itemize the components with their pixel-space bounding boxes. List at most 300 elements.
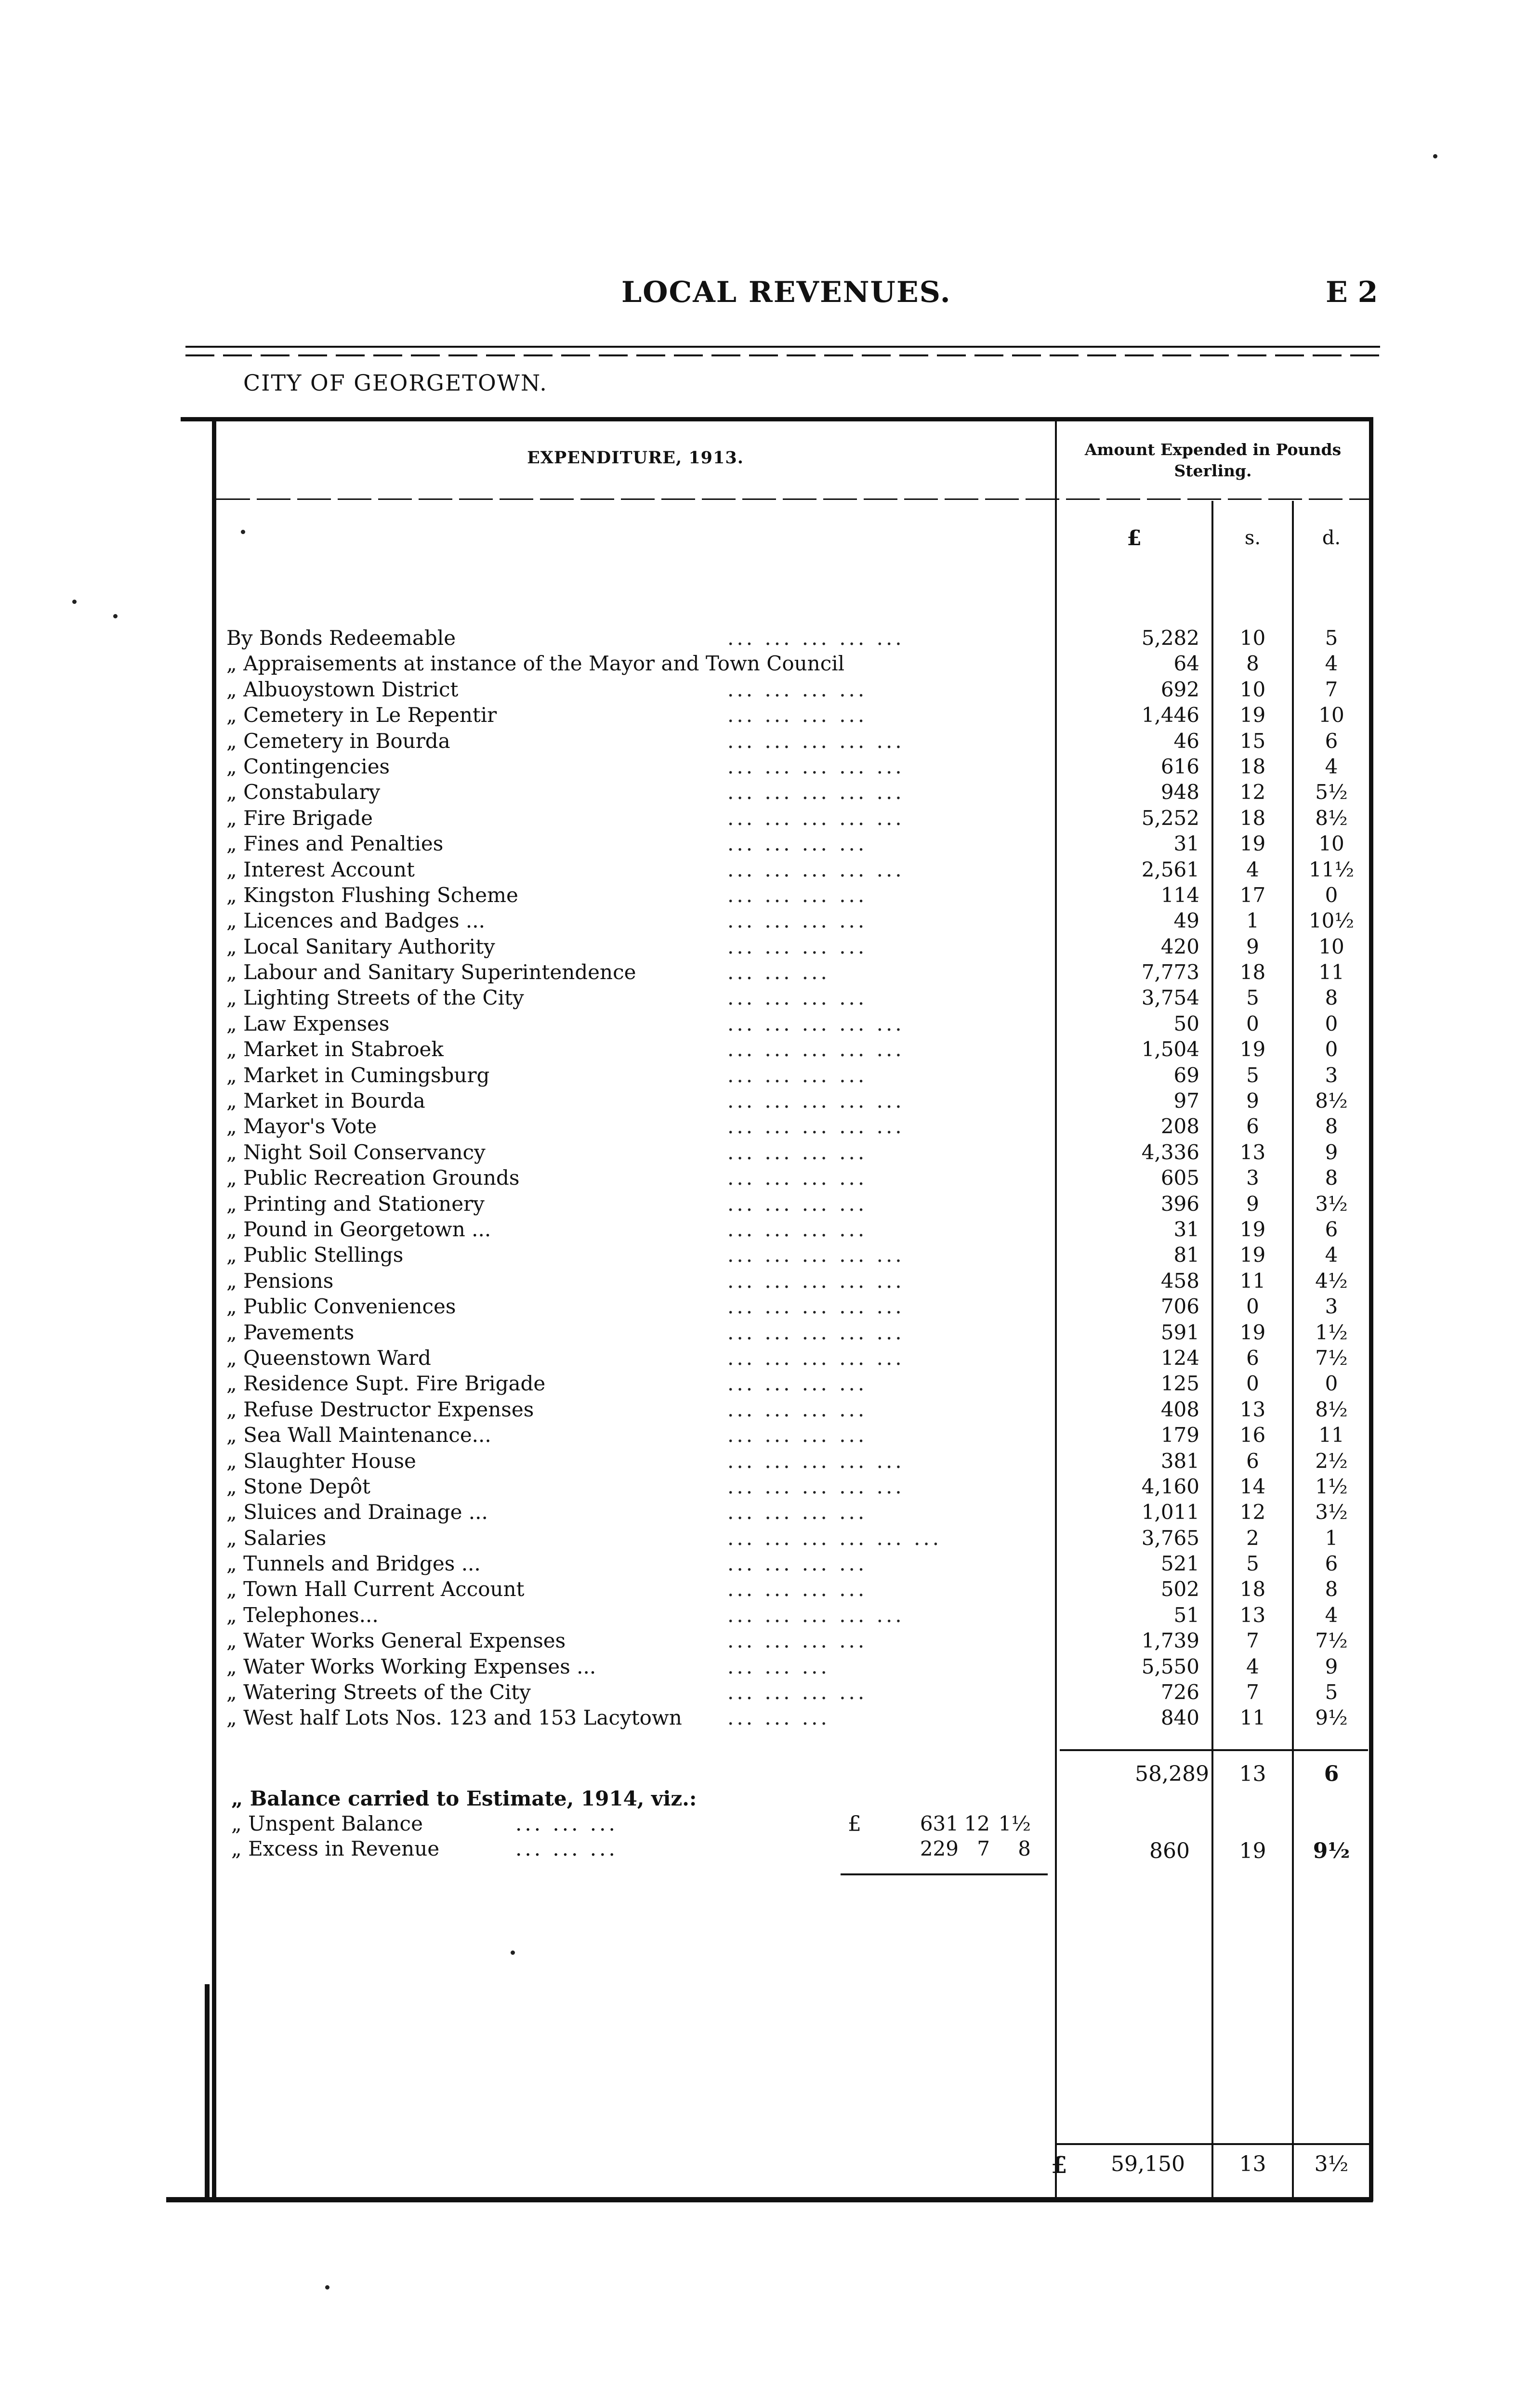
row-pounds: 381 [1160, 1449, 1199, 1473]
leader-dots: ... ... ... ... [727, 1166, 868, 1190]
section-title: CITY OF GEORGETOWN. [243, 370, 548, 396]
table-row [226, 1705, 1369, 1730]
row-shillings: 19 [1239, 1037, 1266, 1061]
balance-pence: 9½ [1313, 1839, 1350, 1863]
row-shillings: 7 [1246, 1629, 1259, 1653]
balance-pounds: 860 [1149, 1839, 1190, 1863]
row-label: „ Fines and Penalties [226, 832, 444, 856]
table-row [226, 728, 1369, 754]
leader-dots: ... ... ... ... ... [727, 1295, 905, 1319]
table-row [226, 1242, 1369, 1268]
table-row [226, 754, 1369, 779]
row-pence: 4 [1325, 1603, 1338, 1627]
row-label: „ Market in Cumingsburg [226, 1063, 490, 1087]
row-pounds: 840 [1160, 1706, 1199, 1730]
row-shillings: 19 [1239, 1320, 1266, 1344]
row-label: „ Watering Streets of the City [226, 1680, 531, 1704]
row-label: „ Queenstown Ward [226, 1346, 431, 1370]
row-shillings: 19 [1239, 1217, 1266, 1241]
row-pounds: 2,561 [1141, 857, 1199, 881]
leader-dots: ... ... ... ... [727, 1063, 868, 1087]
leader-dots: ... ... ... ... [727, 934, 868, 958]
table-row [226, 1345, 1369, 1371]
subtotal-pounds: 58,289 [1135, 1762, 1209, 1786]
row-label: „ Sluices and Drainage ... [226, 1500, 488, 1524]
row-pounds: 124 [1160, 1346, 1199, 1370]
excess-pounds: 229 [920, 1837, 959, 1860]
row-pence: 11½ [1308, 857, 1355, 881]
row-shillings: 5 [1246, 1552, 1259, 1576]
row-shillings: 6 [1246, 1346, 1259, 1370]
row-label: „ Residence Supt. Fire Brigade [226, 1372, 546, 1396]
table-row [226, 882, 1369, 908]
row-pence: 0 [1325, 1011, 1338, 1035]
row-pence: 9 [1325, 1654, 1338, 1678]
table-border-left [212, 417, 216, 2201]
row-pence: 10 [1318, 934, 1344, 958]
row-label: „ Appraisements at instance of the Mayor and Town Council [226, 652, 845, 676]
subtotal-pence: 6 [1324, 1762, 1339, 1786]
leader-dots: ... ... ... ... ... [727, 857, 905, 881]
unspent-pence: 1½ [998, 1812, 1031, 1835]
row-pence: 11 [1318, 1423, 1344, 1447]
leader-dots: ... ... ... ... [727, 1217, 868, 1241]
row-label: „ Contingencies [226, 754, 390, 778]
leader-dots: ... ... ... ... ... [727, 1603, 905, 1627]
row-label: „ Market in Stabroek [226, 1037, 444, 1061]
row-label: „ Water Works Working Expenses ... [226, 1654, 596, 1678]
table-row [226, 677, 1369, 702]
row-shillings: 5 [1246, 1063, 1259, 1087]
table-row [226, 1062, 1369, 1088]
row-pence: 9½ [1315, 1706, 1348, 1730]
row-shillings: 13 [1239, 1603, 1266, 1627]
subtotal-rule [1060, 1749, 1368, 1751]
leader-dots: ... ... ... ... ... ... [727, 1526, 942, 1550]
excess-pence: 8 [1018, 1837, 1031, 1860]
leader-dots: ... ... ... ... ... [727, 780, 905, 804]
row-shillings: 7 [1246, 1680, 1259, 1704]
expenditure-rows [226, 625, 1369, 1731]
row-pence: 8½ [1315, 1397, 1348, 1421]
table-row [226, 1036, 1369, 1062]
leader-dots: ... ... ... [515, 1837, 618, 1860]
row-pounds: 420 [1160, 934, 1199, 958]
table-row [226, 1679, 1369, 1705]
table-row [226, 985, 1369, 1010]
leader-dots: ... ... ... ... [727, 1423, 868, 1447]
table-row [226, 1576, 1369, 1602]
row-pounds: 4,160 [1141, 1474, 1199, 1498]
row-label: „ Market in Bourda [226, 1089, 425, 1113]
table-row [226, 1551, 1369, 1576]
row-pence: 6 [1325, 1552, 1338, 1576]
row-pence: 5 [1325, 626, 1338, 650]
excess-shillings: 7 [977, 1837, 990, 1860]
leader-dots: ... ... ... [727, 1654, 830, 1678]
leader-dots: ... ... ... ... ... [727, 1269, 905, 1293]
row-shillings: 5 [1246, 986, 1259, 1010]
grand-total-shillings: 13 [1239, 2152, 1266, 2176]
row-pence: 0 [1325, 1037, 1338, 1061]
grand-total-pounds: 59,150 [1111, 2152, 1185, 2176]
row-label: „ Kingston Flushing Scheme [226, 883, 518, 907]
leader-dots: ... ... ... ... [727, 1397, 868, 1421]
row-pounds: 726 [1160, 1680, 1199, 1704]
table-row [226, 1654, 1369, 1679]
leader-dots: ... ... ... ... ... [727, 806, 905, 830]
row-label: „ Licences and Badges ... [226, 909, 485, 933]
row-pence: 5½ [1315, 780, 1348, 804]
table-row [226, 1371, 1369, 1396]
row-pence: 2½ [1315, 1449, 1348, 1473]
row-shillings: 16 [1239, 1423, 1266, 1447]
table-border-left-heavy [205, 1984, 210, 2201]
leader-dots: ... ... ... ... ... [727, 1243, 905, 1267]
table-row [226, 1320, 1369, 1345]
row-shillings: 11 [1239, 1706, 1266, 1730]
row-pence: 3½ [1315, 1191, 1348, 1216]
row-pounds: 69 [1173, 1063, 1199, 1087]
row-pounds: 396 [1160, 1191, 1199, 1216]
row-pounds: 3,754 [1141, 986, 1199, 1010]
table-row [226, 1397, 1369, 1422]
table-row [226, 1139, 1369, 1165]
row-pounds: 64 [1173, 652, 1199, 676]
header-rule-dashed [185, 354, 1380, 356]
row-pounds: 97 [1173, 1089, 1199, 1113]
row-label: „ Lighting Streets of the City [226, 986, 524, 1010]
row-pounds: 5,550 [1141, 1654, 1199, 1678]
speck [1433, 154, 1437, 158]
leader-dots: ... ... ... ... [727, 1629, 868, 1653]
row-pence: 1½ [1315, 1474, 1348, 1498]
leader-dots: ... ... ... ... ... [727, 754, 905, 778]
leader-dots: ... ... ... ... [727, 1577, 868, 1601]
row-pence: 8 [1325, 1577, 1338, 1601]
row-pounds: 1,739 [1141, 1629, 1199, 1653]
table-row [226, 779, 1369, 805]
table-row [226, 1422, 1369, 1448]
row-shillings: 11 [1239, 1269, 1266, 1293]
row-pounds: 31 [1173, 1217, 1199, 1241]
table-row [226, 1474, 1369, 1499]
leader-dots: ... ... ... ... [727, 1140, 868, 1164]
row-pence: 1½ [1315, 1320, 1348, 1344]
table-row [226, 1088, 1369, 1113]
row-shillings: 13 [1239, 1140, 1266, 1164]
table-row [226, 1165, 1369, 1191]
row-label: „ Constabulary [226, 780, 381, 804]
row-pence: 8 [1325, 1114, 1338, 1139]
table-row [226, 1628, 1369, 1653]
table-row [226, 1191, 1369, 1217]
row-pence: 4 [1325, 1243, 1338, 1267]
row-pence: 4½ [1315, 1269, 1348, 1293]
row-shillings: 10 [1239, 677, 1266, 701]
unspent-balance-label: „ Unspent Balance [231, 1812, 423, 1835]
row-shillings: 8 [1246, 652, 1259, 676]
row-shillings: 14 [1239, 1474, 1266, 1498]
row-pence: 4 [1325, 754, 1338, 778]
row-label: „ Public Conveniences [226, 1295, 456, 1319]
row-pence: 8½ [1315, 1089, 1348, 1113]
row-pence: 11 [1318, 960, 1344, 984]
row-pence: 10 [1318, 703, 1344, 727]
row-pence: 1 [1325, 1526, 1338, 1550]
unspent-pounds: 631 [920, 1812, 959, 1835]
pound-sign: £ [848, 1812, 861, 1836]
row-pounds: 706 [1160, 1295, 1199, 1319]
table-row [226, 651, 1369, 676]
table-row [226, 1499, 1369, 1525]
leader-dots: ... ... ... ... [727, 832, 868, 856]
table-row [226, 625, 1369, 651]
row-pounds: 81 [1173, 1243, 1199, 1267]
row-label: „ Stone Depôt [226, 1474, 370, 1498]
table-row [226, 831, 1369, 856]
table-border-top [181, 417, 1373, 421]
leader-dots: ... ... ... ... [727, 1191, 868, 1216]
row-label: „ Labour and Sanitary Superintendence [226, 960, 636, 984]
row-label: „ Refuse Destructor Expenses [226, 1397, 534, 1421]
row-label: „ Town Hall Current Account [226, 1577, 525, 1601]
row-label: „ Fire Brigade [226, 806, 373, 830]
row-label: „ Slaughter House [226, 1449, 416, 1473]
row-pounds: 692 [1160, 677, 1199, 701]
balance-rule [841, 1873, 1048, 1875]
row-pence: 4 [1325, 652, 1338, 676]
row-pounds: 7,773 [1141, 960, 1199, 984]
leader-dots: ... ... ... [727, 1706, 830, 1730]
expenditure-heading: EXPENDITURE, 1913. [527, 448, 744, 468]
row-label: „ Cemetery in Le Repentir [226, 703, 497, 727]
leader-dots: ... ... ... ... ... [727, 1114, 905, 1139]
pounds-column-header: £ [1127, 526, 1142, 550]
table-row [226, 1011, 1369, 1036]
row-shillings: 12 [1239, 780, 1266, 804]
row-label: „ Pound in Georgetown ... [226, 1217, 491, 1241]
leader-dots: ... ... ... ... ... [727, 729, 905, 753]
row-label: „ Albuoystown District [226, 677, 459, 701]
table-row [226, 805, 1369, 831]
speck [241, 530, 245, 534]
leader-dots: ... ... ... ... [727, 1372, 868, 1396]
leader-dots: ... ... ... ... [727, 703, 868, 727]
row-label: „ Salaries [226, 1526, 327, 1550]
table-row [226, 1294, 1369, 1319]
row-shillings: 12 [1239, 1500, 1266, 1524]
subtotal-shillings: 13 [1239, 1762, 1266, 1786]
row-pence: 8 [1325, 986, 1338, 1010]
row-pence: 6 [1325, 1217, 1338, 1241]
row-pence: 3 [1325, 1295, 1338, 1319]
row-pounds: 591 [1160, 1320, 1199, 1344]
table-row [226, 1268, 1369, 1294]
row-shillings: 18 [1239, 960, 1266, 984]
table-border-right [1369, 417, 1373, 2201]
row-shillings: 17 [1239, 883, 1266, 907]
row-shillings: 4 [1246, 1654, 1259, 1678]
row-pounds: 616 [1160, 754, 1199, 778]
row-shillings: 1 [1246, 909, 1259, 933]
pence-column-header: d. [1322, 527, 1341, 549]
row-shillings: 19 [1239, 1243, 1266, 1267]
row-label: „ Interest Account [226, 857, 415, 881]
leader-dots: ... ... ... ... ... [727, 1449, 905, 1473]
row-shillings: 18 [1239, 806, 1266, 830]
row-pence: 3½ [1315, 1500, 1348, 1524]
excess-revenue-label: „ Excess in Revenue [231, 1837, 440, 1860]
leader-dots: ... ... ... ... ... [727, 1037, 905, 1061]
leader-dots: ... ... ... ... ... [727, 1320, 905, 1344]
row-pounds: 1,446 [1141, 703, 1199, 727]
table-row [226, 1113, 1369, 1139]
leader-dots: ... ... ... ... [727, 677, 868, 701]
row-label: „ Pensions [226, 1269, 334, 1293]
page-number: E 2 [1326, 275, 1378, 309]
leader-dots: ... ... ... ... [727, 909, 868, 933]
table-row [226, 1448, 1369, 1474]
leader-dots: ... ... ... [727, 960, 830, 984]
row-label: By Bonds Redeemable [226, 626, 456, 650]
table-row [226, 702, 1369, 728]
row-label: „ Cemetery in Bourda [226, 729, 450, 753]
leader-dots: ... ... ... ... [727, 883, 868, 907]
table-row [226, 908, 1369, 933]
balance-shillings: 19 [1239, 1839, 1266, 1863]
table-row [226, 1217, 1369, 1242]
table-row [226, 1602, 1369, 1628]
row-label: „ Public Recreation Grounds [226, 1166, 520, 1190]
row-pounds: 50 [1173, 1011, 1199, 1035]
leader-dots: ... ... ... [515, 1812, 618, 1835]
amount-heading: Amount Expended in Pounds Sterling. [1084, 440, 1342, 480]
row-label: „ Local Sanitary Authority [226, 934, 495, 958]
row-pounds: 408 [1160, 1397, 1199, 1421]
row-label: „ Pavements [226, 1320, 355, 1344]
row-shillings: 0 [1246, 1011, 1259, 1035]
row-pence: 10 [1318, 832, 1344, 856]
row-pounds: 1,504 [1141, 1037, 1199, 1061]
row-pounds: 605 [1160, 1166, 1199, 1190]
table-header-rule [216, 498, 1369, 500]
table-row [226, 934, 1369, 959]
table-row [226, 959, 1369, 985]
leader-dots: ... ... ... ... ... [727, 1474, 905, 1498]
row-pence: 7½ [1315, 1629, 1348, 1653]
row-pounds: 179 [1160, 1423, 1199, 1447]
row-pounds: 114 [1160, 883, 1199, 907]
header-rule [185, 346, 1380, 348]
row-pounds: 458 [1160, 1269, 1199, 1293]
row-label: „ Water Works General Expenses [226, 1629, 566, 1653]
grand-total-rule [1057, 2143, 1369, 2145]
leader-dots: ... ... ... ... [727, 1552, 868, 1576]
row-pounds: 948 [1160, 780, 1199, 804]
row-label: „ Night Soil Conservancy [226, 1140, 486, 1164]
leader-dots: ... ... ... ... ... [727, 1089, 905, 1113]
row-pence: 0 [1325, 1372, 1338, 1396]
row-pence: 7 [1325, 677, 1338, 701]
row-label: „ Printing and Stationery [226, 1191, 485, 1216]
row-pence: 7½ [1315, 1346, 1348, 1370]
row-label: „ West half Lots Nos. 123 and 153 Lacytown [226, 1706, 682, 1730]
row-pence: 5 [1325, 1680, 1338, 1704]
row-pounds: 521 [1160, 1552, 1199, 1576]
row-shillings: 6 [1246, 1114, 1259, 1139]
row-pounds: 5,282 [1141, 626, 1199, 650]
row-shillings: 13 [1239, 1397, 1266, 1421]
leader-dots: ... ... ... ... ... [727, 1346, 905, 1370]
row-label: „ Law Expenses [226, 1011, 390, 1035]
row-pounds: 1,011 [1141, 1500, 1199, 1524]
row-pence: 10½ [1308, 909, 1355, 933]
leader-dots: ... ... ... ... ... [727, 1011, 905, 1035]
leader-dots: ... ... ... ... [727, 986, 868, 1010]
row-pence: 9 [1325, 1140, 1338, 1164]
row-pounds: 51 [1173, 1603, 1199, 1627]
shillings-column-header: s. [1244, 527, 1261, 549]
row-pence: 3 [1325, 1063, 1338, 1087]
row-pounds: 5,252 [1141, 806, 1199, 830]
speck [325, 2285, 329, 2290]
row-shillings: 9 [1246, 1089, 1259, 1113]
row-label: „ Telephones... [226, 1603, 379, 1627]
row-shillings: 2 [1246, 1526, 1259, 1550]
leader-dots: ... ... ... ... [727, 1680, 868, 1704]
row-shillings: 18 [1239, 754, 1266, 778]
row-shillings: 9 [1246, 1191, 1259, 1216]
row-shillings: 6 [1246, 1449, 1259, 1473]
row-shillings: 10 [1239, 626, 1266, 650]
row-pounds: 502 [1160, 1577, 1199, 1601]
row-shillings: 19 [1239, 703, 1266, 727]
row-shillings: 3 [1246, 1166, 1259, 1190]
leader-dots: ... ... ... ... [727, 1500, 868, 1524]
row-pounds: 125 [1160, 1372, 1199, 1396]
row-pence: 6 [1325, 729, 1338, 753]
row-shillings: 19 [1239, 832, 1266, 856]
row-pence: 8 [1325, 1166, 1338, 1190]
page-title: LOCAL REVENUES. [621, 275, 951, 309]
row-shillings: 15 [1239, 729, 1266, 753]
speck [72, 600, 77, 604]
grand-total-pound-sign: £ [1051, 2152, 1067, 2179]
leader-dots: ... ... ... ... ... [727, 626, 905, 650]
table-row [226, 857, 1369, 882]
row-pounds: 46 [1173, 729, 1199, 753]
row-pounds: 31 [1173, 832, 1199, 856]
row-shillings: 4 [1246, 857, 1259, 881]
table-border-bottom [166, 2197, 1373, 2202]
grand-total-pence: 3½ [1314, 2152, 1349, 2176]
row-label: „ Mayor's Vote [226, 1114, 377, 1139]
row-pence: 8½ [1315, 806, 1348, 830]
speck [511, 1950, 515, 1955]
row-shillings: 9 [1246, 934, 1259, 958]
row-shillings: 0 [1246, 1372, 1259, 1396]
row-pounds: 4,336 [1141, 1140, 1199, 1164]
row-pounds: 208 [1160, 1114, 1199, 1139]
unspent-shillings: 12 [964, 1812, 990, 1835]
row-label: „ Tunnels and Bridges ... [226, 1552, 481, 1576]
row-pence: 0 [1325, 883, 1338, 907]
row-label: „ Sea Wall Maintenance... [226, 1423, 491, 1447]
table-row [226, 1525, 1369, 1551]
row-pounds: 49 [1173, 909, 1199, 933]
balance-title: „ Balance carried to Estimate, 1914, viz.: [231, 1787, 697, 1810]
